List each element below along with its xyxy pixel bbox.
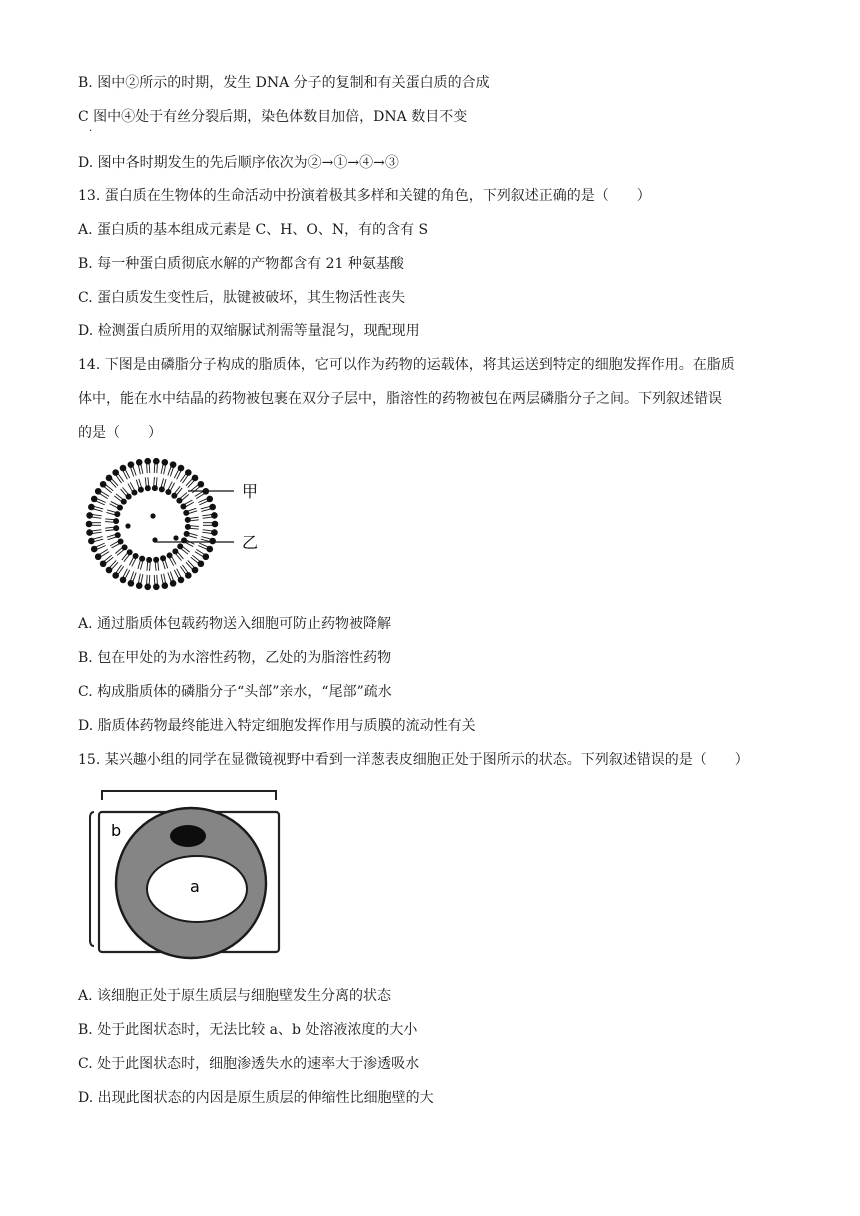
phospholipid-head <box>127 549 133 555</box>
phospholipid-head <box>144 584 151 591</box>
phospholipid-head <box>185 469 192 476</box>
phospholipid-head <box>136 459 143 466</box>
phospholipid-head <box>88 538 95 545</box>
phospholipid-head <box>152 485 158 491</box>
phospholipid-head <box>145 485 151 491</box>
phospholipid-head <box>153 584 160 591</box>
phospholipid-head <box>170 580 177 587</box>
phospholipid-head <box>121 499 127 505</box>
phospholipid-head <box>185 572 192 579</box>
upper-cell-wall <box>102 791 276 800</box>
q12-option-c: C 图中④处于有丝分裂后期，染色体数目加倍，DNA 数目不变 <box>78 109 468 125</box>
phospholipid-head <box>159 486 165 492</box>
phospholipid-head <box>112 572 119 579</box>
phospholipid-head <box>138 487 144 493</box>
label-b: b <box>111 821 122 840</box>
phospholipid-head <box>88 504 95 511</box>
phospholipid-head <box>203 553 210 560</box>
q13-option-d: D. 检测蛋白质所用的双缩脲试剂需等量混匀，现配现用 <box>78 323 420 339</box>
phospholipid-head <box>144 458 151 465</box>
q12-option-d: D. 图中各时期发生的先后顺序依次为②→①→④→③ <box>78 155 399 171</box>
phospholipid-head <box>209 538 216 545</box>
q14-option-a: A. 通过脂质体包载药物送入细胞可防止药物被降解 <box>78 616 392 632</box>
phospholipid-head <box>192 567 199 574</box>
phospholipid-head <box>206 496 213 503</box>
phospholipid-head <box>198 560 205 567</box>
phospholipid-head <box>128 461 135 468</box>
liposome-figure <box>82 452 272 592</box>
phospholipid-head <box>198 481 205 488</box>
phospholipid-head <box>106 567 113 574</box>
phospholipid-head <box>212 521 219 528</box>
q14-stem-line3: 的是（ ） <box>78 425 162 441</box>
phospholipid-head <box>91 496 98 503</box>
drug-particle <box>150 513 155 518</box>
phospholipid-head <box>211 512 218 519</box>
phospholipid-head <box>192 475 199 482</box>
phospholipid-head <box>153 557 159 563</box>
phospholipid-head <box>153 458 160 465</box>
nucleus <box>170 825 206 847</box>
phospholipid-head <box>100 560 107 567</box>
q13-option-b: B. 每一种蛋白质彻底水解的产物都含有 21 种氨基酸 <box>78 256 404 272</box>
phospholipid-head <box>139 556 145 562</box>
phospholipid-head <box>122 544 128 550</box>
q15-option-d: D. 出现此图状态的内因是原生质层的伸缩性比细胞壁的大 <box>78 1090 434 1106</box>
q14-stem-line2: 体中，能在水中结晶的药物被包裹在双分子层中，脂溶性的药物被包在两层磷脂分子之间。下列叙述错误 <box>78 391 722 407</box>
phospholipid-head <box>118 539 124 545</box>
phospholipid-head <box>117 505 123 511</box>
q13-stem: 13. 蛋白质在生物体的生命活动中扮演着极其多样和关键的角色，下列叙述正确的是（ ） <box>78 188 651 204</box>
onion-cell-figure <box>84 788 294 960</box>
phospholipid-head <box>114 511 120 517</box>
drug-particle <box>125 523 130 528</box>
label-a: a <box>190 877 200 896</box>
q12-option-c-dot: · <box>89 126 93 137</box>
phospholipid-head <box>113 525 119 531</box>
phospholipid-head <box>178 465 185 472</box>
phospholipid-head <box>206 546 213 553</box>
inner-phospholipid-layer <box>105 477 199 571</box>
q14-stem-line1: 14. 下图是由磷脂分子构成的脂质体，它可以作为药物的运载体，将其运送到特定的细胞发挥作用。在脂质 <box>78 357 735 373</box>
phospholipid-head <box>86 521 93 528</box>
phospholipid-head <box>112 469 119 476</box>
phospholipid-head <box>120 577 127 584</box>
phospholipid-head <box>133 553 139 559</box>
label-jia: 甲 <box>242 482 259 501</box>
phospholipid-head <box>172 548 178 554</box>
phospholipid-head <box>146 557 152 563</box>
phospholipid-head <box>176 498 182 504</box>
label-yi: 乙 <box>242 533 259 552</box>
phospholipid-head <box>162 459 169 466</box>
phospholipid-head <box>183 510 189 516</box>
q15-option-c: C. 处于此图状态时，细胞渗透失水的速率大于渗透吸水 <box>78 1056 420 1072</box>
phospholipid-head <box>95 553 102 560</box>
q15-stem: 15. 某兴趣小组的同学在显微镜视野中看到一洋葱表皮细胞正处于图所示的状态。下列叙述错误的是（ ） <box>78 752 749 768</box>
phospholipid-head <box>177 543 183 549</box>
outer-phospholipid-layer <box>86 458 219 590</box>
phospholipid-head <box>95 488 102 495</box>
phospholipid-head <box>91 546 98 553</box>
phospholipid-head <box>115 532 121 538</box>
phospholipid-head <box>167 552 173 558</box>
q15-option-b: B. 处于此图状态时，无法比较 a、b 处溶液浓度的大小 <box>78 1022 418 1038</box>
phospholipid-head <box>100 481 107 488</box>
phospholipid-head <box>120 465 127 472</box>
phospholipid-head <box>160 555 166 561</box>
phospholipid-head <box>180 503 186 509</box>
q14-option-d: D. 脂质体药物最终能进入特定细胞发挥作用与质膜的流动性有关 <box>78 718 476 734</box>
q12-option-b: B. 图中②所示的时期，发生 DNA 分子的复制和有关蛋白质的合成 <box>78 75 490 91</box>
q13-option-a: A. 蛋白质的基本组成元素是 C、H、O、N，有的含有 S <box>78 222 429 238</box>
phospholipid-head <box>162 582 169 589</box>
phospholipid-head <box>126 494 132 500</box>
q13-option-c: C. 蛋白质发生变性后，肽键被破坏，其生物活性丧失 <box>78 290 406 306</box>
phospholipid-head <box>171 493 177 499</box>
q15-option-a: A. 该细胞正处于原生质层与细胞壁发生分离的状态 <box>78 988 392 1004</box>
q14-option-b: B. 包在甲处的为水溶性药物，乙处的为脂溶性药物 <box>78 650 392 666</box>
phospholipid-head <box>128 580 135 587</box>
phospholipid-head <box>106 475 113 482</box>
phospholipid-head <box>165 489 171 495</box>
drug-particle <box>173 535 178 540</box>
phospholipid-head <box>131 490 137 496</box>
phospholipid-head <box>86 529 93 536</box>
phospholipid-head <box>113 518 119 524</box>
phospholipid-head <box>86 512 93 519</box>
left-cell-wall <box>90 812 94 946</box>
phospholipid-head <box>209 504 216 511</box>
phospholipid-head <box>184 531 190 537</box>
phospholipid-head <box>136 582 143 589</box>
phospholipid-head <box>170 461 177 468</box>
phospholipid-head <box>178 577 185 584</box>
q14-option-c: C. 构成脂质体的磷脂分子“头部”亲水，“尾部”疏水 <box>78 684 392 700</box>
phospholipid-head <box>185 524 191 530</box>
phospholipid-head <box>211 529 218 536</box>
phospholipid-head <box>185 517 191 523</box>
